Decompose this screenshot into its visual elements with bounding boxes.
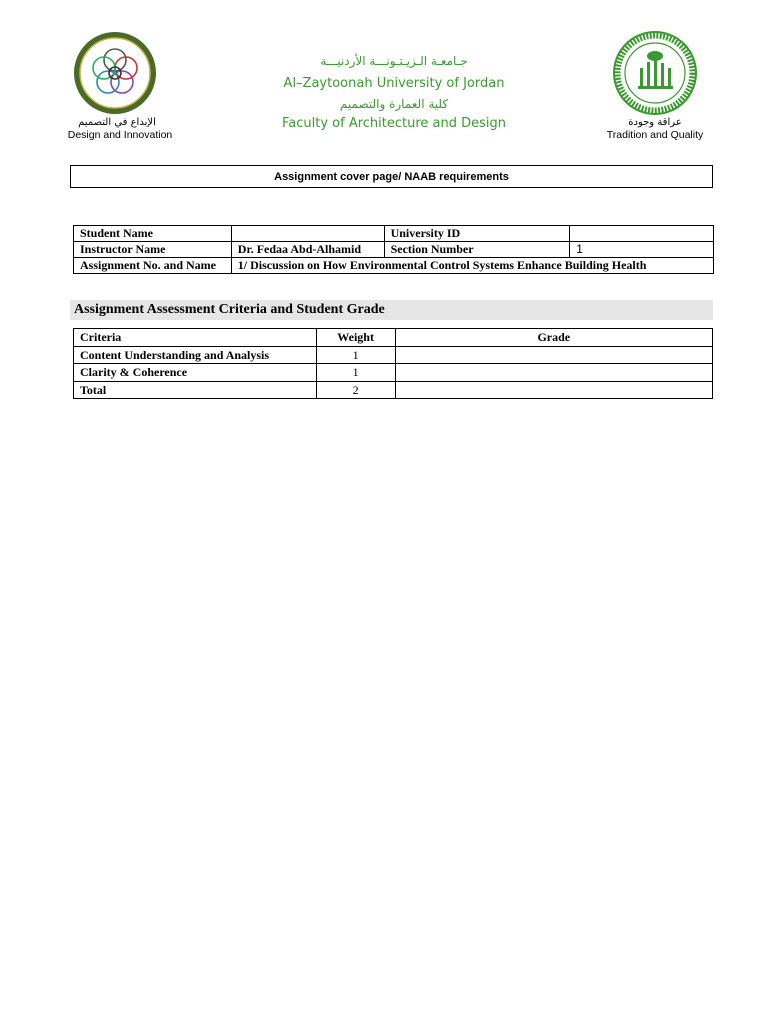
faculty-name-en: Faculty of Architecture and Design [281, 116, 507, 131]
table-row [74, 381, 713, 399]
assignment-value: 1/ Discussion on How Environmental Control Systems Enhance Building Health [231, 258, 713, 274]
right-logo-caption-en: Tradition and Quality [606, 129, 704, 141]
design-innovation-logo [72, 30, 158, 116]
weight-cell: 2 [316, 381, 395, 399]
instructor-name-label: Instructor Name [74, 242, 232, 258]
criteria-cell: Total [74, 381, 317, 399]
grade-cell[interactable] [395, 364, 712, 382]
university-id-field[interactable] [570, 226, 714, 242]
assessment-heading: Assignment Assessment Criteria and Student Grade [70, 300, 713, 320]
assessment-table [73, 328, 713, 399]
table-header-row [74, 329, 713, 347]
section-number-label: Section Number [384, 242, 570, 258]
instructor-name-value: Dr. Fedaa Abd-Alhamid [231, 242, 384, 258]
table-row [74, 346, 713, 364]
weight-cell: 1 [316, 346, 395, 364]
cover-page-title: Assignment cover page/ NAAB requirements [70, 165, 713, 188]
student-info-table [73, 225, 714, 274]
table-row [74, 226, 714, 242]
left-logo-caption-en: Design and Innovation [67, 129, 173, 141]
column-header-grade: Grade [395, 329, 712, 347]
table-row [74, 242, 714, 258]
right-logo-caption-ar: عراقة وجودة [628, 117, 682, 128]
grade-cell[interactable] [395, 381, 712, 399]
left-logo-caption-ar: الإبداع في التصميم [78, 117, 156, 128]
student-name-field[interactable] [231, 226, 384, 242]
assignment-label: Assignment No. and Name [74, 258, 232, 274]
student-name-label: Student Name [74, 226, 232, 242]
table-row [74, 258, 714, 274]
grade-cell[interactable] [395, 346, 712, 364]
criteria-cell: Clarity & Coherence [74, 364, 317, 382]
criteria-cell: Content Understanding and Analysis [74, 346, 317, 364]
university-id-label: University ID [384, 226, 570, 242]
table-row [74, 364, 713, 382]
university-name-ar: جـامعـة الـزيـتـونـــة الأردنيـــة [320, 54, 468, 68]
column-header-criteria: Criteria [74, 329, 317, 347]
university-name-en: Al–Zaytoonah University of Jordan [283, 76, 505, 91]
column-header-weight: Weight [316, 329, 395, 347]
section-number-value: 1 [570, 242, 714, 258]
university-seal-logo [612, 30, 698, 116]
faculty-name-ar: كلية العمارة والتصميم [339, 97, 449, 111]
weight-cell: 1 [316, 364, 395, 382]
